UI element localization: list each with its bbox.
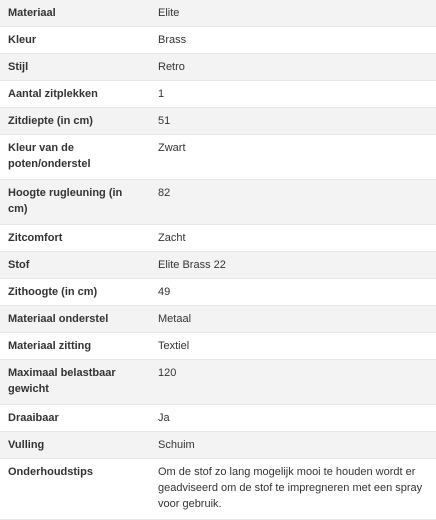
spec-row-materiaal bbox=[0, 0, 436, 27]
spec-label: Zithoogte (in cm) bbox=[0, 279, 140, 306]
spec-row-vulling bbox=[0, 432, 436, 459]
spec-label: Onderhoudstips bbox=[0, 459, 140, 520]
spec-value: Om de stof zo lang mogelijk mooi te houden wordt er geadviseerd om de stof te impregneren met een spray voor gebruik. bbox=[140, 459, 436, 520]
spec-label: Stof bbox=[0, 252, 140, 279]
spec-label: Vulling bbox=[0, 432, 140, 459]
spec-value: Brass bbox=[140, 27, 436, 54]
spec-label: Maximaal belastbaar gewicht bbox=[0, 360, 140, 405]
spec-row-zithoogte bbox=[0, 279, 436, 306]
spec-value: Ja bbox=[140, 405, 436, 432]
spec-value: Zwart bbox=[140, 135, 436, 180]
spec-label: Kleur bbox=[0, 27, 140, 54]
spec-label: Materiaal bbox=[0, 0, 140, 27]
spec-label: Draaibaar bbox=[0, 405, 140, 432]
spec-value: Elite Brass 22 bbox=[140, 252, 436, 279]
spec-row-zitcomfort bbox=[0, 225, 436, 252]
spec-value: Schuim bbox=[140, 432, 436, 459]
spec-value: 51 bbox=[140, 108, 436, 135]
spec-label: Kleur van de poten/onderstel bbox=[0, 135, 140, 180]
spec-value: Elite bbox=[140, 0, 436, 27]
spec-value: 82 bbox=[140, 180, 436, 225]
spec-value: Zacht bbox=[140, 225, 436, 252]
spec-row-draaibaar bbox=[0, 405, 436, 432]
spec-value: 1 bbox=[140, 81, 436, 108]
spec-row-aantal-zitplekken bbox=[0, 81, 436, 108]
spec-value: Metaal bbox=[140, 306, 436, 333]
spec-row-kleur-poten bbox=[0, 135, 436, 180]
spec-row-stijl bbox=[0, 54, 436, 81]
spec-row-kleur bbox=[0, 27, 436, 54]
spec-label: Materiaal zitting bbox=[0, 333, 140, 360]
spec-row-zitdiepte bbox=[0, 108, 436, 135]
spec-row-maximaal-belastbaar-gewicht bbox=[0, 360, 436, 405]
spec-label: Zitdiepte (in cm) bbox=[0, 108, 140, 135]
spec-value: Textiel bbox=[140, 333, 436, 360]
spec-row-materiaal-onderstel bbox=[0, 306, 436, 333]
spec-label: Materiaal onderstel bbox=[0, 306, 140, 333]
spec-row-stof bbox=[0, 252, 436, 279]
spec-value: 49 bbox=[140, 279, 436, 306]
spec-label: Zitcomfort bbox=[0, 225, 140, 252]
spec-label: Stijl bbox=[0, 54, 140, 81]
spec-row-onderhoudstips bbox=[0, 459, 436, 520]
spec-value: 120 bbox=[140, 360, 436, 405]
spec-row-materiaal-zitting bbox=[0, 333, 436, 360]
spec-label: Aantal zitplekken bbox=[0, 81, 140, 108]
spec-row-hoogte-rugleuning bbox=[0, 180, 436, 225]
spec-value: Retro bbox=[140, 54, 436, 81]
spec-label: Hoogte rugleuning (in cm) bbox=[0, 180, 140, 225]
